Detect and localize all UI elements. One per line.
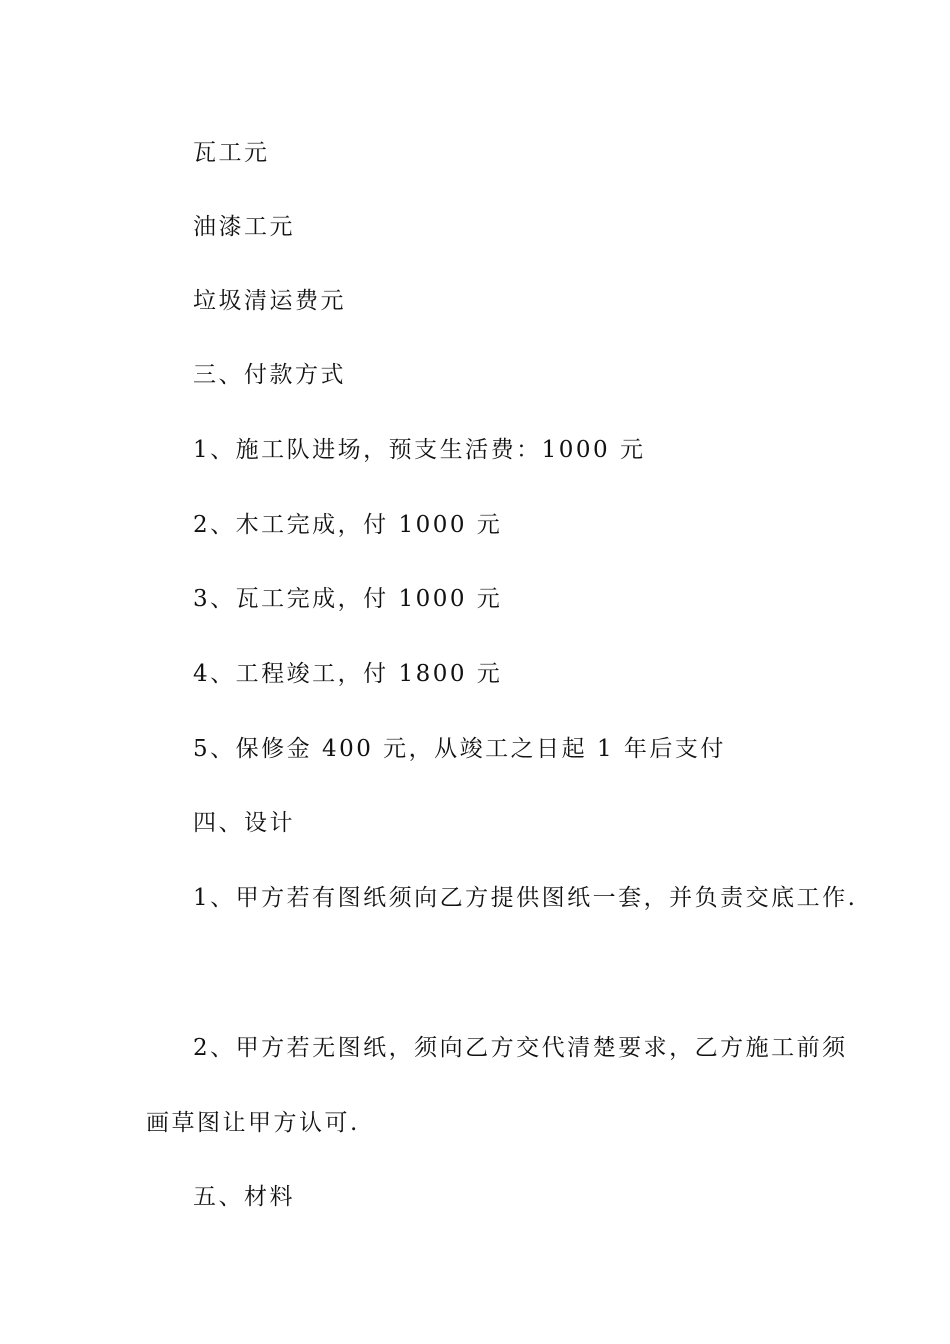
text-line: 瓦工元 [193,140,270,166]
text-line: 1、甲方若有图纸须向乙方提供图纸一套，并负责交底工作. [193,885,858,911]
text-line: 4、工程竣工，付 1800 元 [193,661,503,687]
text-line: 1、施工队进场，预支生活费：1000 元 [193,437,646,463]
text-line: 垃圾清运费元 [193,288,346,314]
text-line: 3、瓦工完成，付 1000 元 [193,586,503,612]
text-line: 画草图让甲方认可. [146,1110,360,1136]
text-line: 2、甲方若无图纸，须向乙方交代清楚要求，乙方施工前须 [193,1035,848,1061]
text-line: 油漆工元 [193,214,295,240]
text-line: 5、保修金 400 元，从竣工之日起 1 年后支付 [193,736,726,762]
text-line: 2、木工完成，付 1000 元 [193,512,503,538]
section-heading: 五、材料 [193,1184,295,1210]
section-heading: 三、付款方式 [193,362,346,388]
section-heading: 四、设计 [193,810,295,836]
